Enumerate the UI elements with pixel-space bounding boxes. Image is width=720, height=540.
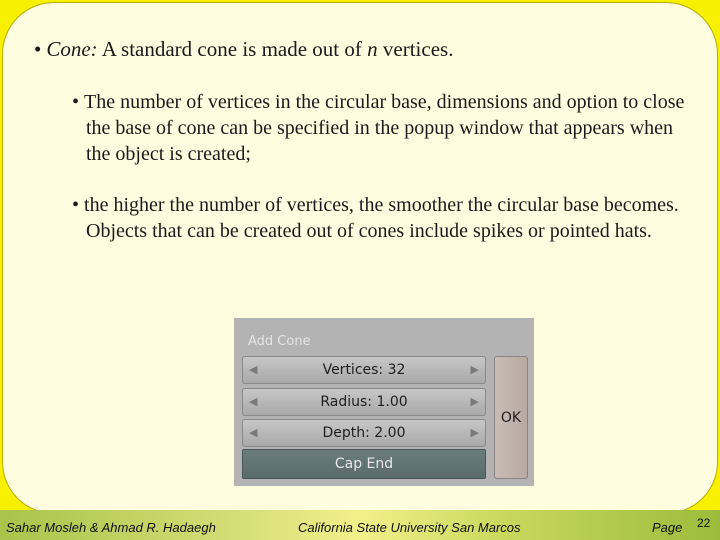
- footer-authors: Sahar Mosleh & Ahmad R. Hadaegh: [6, 520, 216, 535]
- vertices-field[interactable]: [242, 356, 486, 384]
- increment-arrow-icon[interactable]: ▶: [470, 363, 479, 376]
- ok-button[interactable]: OK: [494, 356, 528, 479]
- bullet-vertices-popup: [72, 89, 686, 167]
- depth-field[interactable]: [242, 419, 486, 447]
- cone-text: A standard cone is made out of: [97, 37, 368, 61]
- bullet-smoother: [72, 192, 686, 244]
- increment-arrow-icon[interactable]: ▶: [470, 426, 479, 439]
- increment-arrow-icon[interactable]: ▶: [470, 395, 479, 408]
- decrement-arrow-icon[interactable]: ◀: [249, 363, 258, 376]
- footer: [0, 510, 720, 540]
- vertices-label: Vertices: 32: [322, 362, 406, 378]
- cap-end-toggle[interactable]: Cap End: [242, 449, 486, 479]
- cone-term: Cone:: [46, 37, 98, 61]
- bullet-text: The number of vertices in the circular base, dimensions and option to close the base of cone can be specified in the popup window that appears when the object is created;: [84, 91, 685, 165]
- cone-text-end: vertices.: [377, 37, 454, 61]
- bullet-text: the higher the number of vertices, the smoother the circular base becomes. Objects that can be created out of cones include spikes or pointed hats.: [84, 194, 679, 242]
- footer-university: California State University San Marcos: [298, 520, 521, 535]
- n-variable: n: [367, 37, 378, 61]
- bullet-dot: •: [72, 194, 80, 216]
- footer-page-label: Page: [652, 520, 683, 535]
- decrement-arrow-icon[interactable]: ◀: [249, 395, 258, 408]
- bullet-dot: •: [34, 37, 42, 61]
- radius-field[interactable]: [242, 388, 486, 416]
- popup-title: Add Cone: [248, 334, 311, 349]
- radius-label: Radius: 1.00: [320, 394, 408, 410]
- decrement-arrow-icon[interactable]: ◀: [249, 426, 258, 439]
- depth-label: Depth: 2.00: [322, 425, 406, 441]
- add-cone-popup: [234, 318, 534, 486]
- bullet-cone: [34, 36, 694, 62]
- footer-page-number: 22: [697, 516, 711, 530]
- bullet-dot: •: [72, 91, 80, 113]
